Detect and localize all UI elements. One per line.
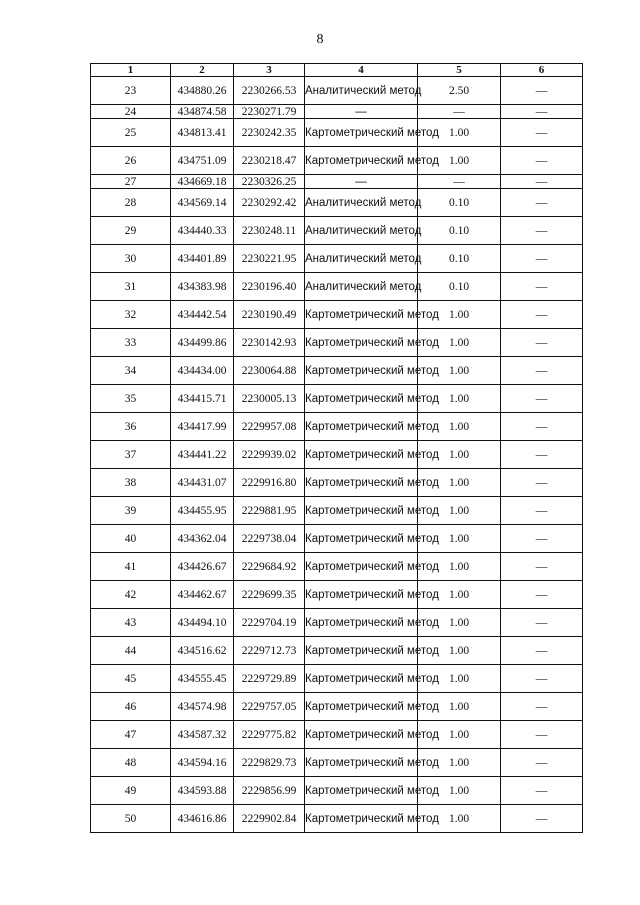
x-coordinate-cell: 434415.71 [171, 385, 234, 413]
table-row [91, 301, 583, 329]
note-cell: — [501, 413, 583, 441]
method-cell: Картометрический метод [305, 301, 418, 329]
precision-cell: 1.00 [418, 721, 501, 749]
point-number-cell: 24 [91, 105, 171, 119]
note-cell: — [501, 805, 583, 833]
table-row [91, 469, 583, 497]
x-coordinate-cell: 434574.98 [171, 693, 234, 721]
point-number-cell: 48 [91, 749, 171, 777]
note-cell: — [501, 609, 583, 637]
method-cell: — [305, 105, 418, 119]
x-coordinate-cell: 434434.00 [171, 357, 234, 385]
x-coordinate-cell: 434494.10 [171, 609, 234, 637]
method-cell: Картометрический метод [305, 665, 418, 693]
precision-cell: 0.10 [418, 189, 501, 217]
y-coordinate-cell: 2229856.99 [234, 777, 305, 805]
table-row [91, 637, 583, 665]
note-cell: — [501, 665, 583, 693]
note-cell: — [501, 777, 583, 805]
precision-cell: 1.00 [418, 749, 501, 777]
note-cell: — [501, 581, 583, 609]
y-coordinate-cell: 2229957.08 [234, 413, 305, 441]
note-cell: — [501, 329, 583, 357]
precision-cell: — [418, 105, 501, 119]
note-cell: — [501, 217, 583, 245]
method-cell: Картометрический метод [305, 749, 418, 777]
note-cell: — [501, 637, 583, 665]
x-coordinate-cell: 434383.98 [171, 273, 234, 301]
y-coordinate-cell: 2229757.05 [234, 693, 305, 721]
x-coordinate-cell: 434669.18 [171, 175, 234, 189]
y-coordinate-cell: 2230242.35 [234, 119, 305, 147]
precision-cell: 1.00 [418, 609, 501, 637]
precision-cell: 1.00 [418, 413, 501, 441]
x-coordinate-cell: 434751.09 [171, 147, 234, 175]
y-coordinate-cell: 2230064.88 [234, 357, 305, 385]
table-row [91, 525, 583, 553]
y-coordinate-cell: 2229939.02 [234, 441, 305, 469]
note-cell: — [501, 721, 583, 749]
method-cell: Картометрический метод [305, 469, 418, 497]
precision-cell: 0.10 [418, 245, 501, 273]
method-cell: Картометрический метод [305, 777, 418, 805]
precision-cell: — [418, 175, 501, 189]
precision-cell: 1.00 [418, 553, 501, 581]
x-coordinate-cell: 434569.14 [171, 189, 234, 217]
point-number-cell: 49 [91, 777, 171, 805]
note-cell: — [501, 301, 583, 329]
y-coordinate-cell: 2230266.53 [234, 77, 305, 105]
precision-cell: 1.00 [418, 777, 501, 805]
table-row [91, 693, 583, 721]
y-coordinate-cell: 2230142.93 [234, 329, 305, 357]
y-coordinate-cell: 2229829.73 [234, 749, 305, 777]
method-cell: Картометрический метод [305, 721, 418, 749]
y-coordinate-cell: 2229881.95 [234, 497, 305, 525]
table-row [91, 749, 583, 777]
x-coordinate-cell: 434555.45 [171, 665, 234, 693]
table-row [91, 175, 583, 189]
point-number-cell: 44 [91, 637, 171, 665]
table-row [91, 441, 583, 469]
point-number-cell: 26 [91, 147, 171, 175]
column-header: 3 [234, 64, 305, 77]
note-cell: — [501, 357, 583, 385]
x-coordinate-cell: 434587.32 [171, 721, 234, 749]
table-row [91, 105, 583, 119]
point-number-cell: 39 [91, 497, 171, 525]
table-row [91, 147, 583, 175]
page-number: 8 [316, 32, 324, 47]
x-coordinate-cell: 434616.86 [171, 805, 234, 833]
table-row [91, 189, 583, 217]
y-coordinate-cell: 2230248.11 [234, 217, 305, 245]
note-cell: — [501, 175, 583, 189]
point-number-cell: 34 [91, 357, 171, 385]
note-cell: — [501, 77, 583, 105]
table-row [91, 357, 583, 385]
note-cell: — [501, 525, 583, 553]
method-cell: Картометрический метод [305, 497, 418, 525]
x-coordinate-cell: 434874.58 [171, 105, 234, 119]
table-row [91, 581, 583, 609]
x-coordinate-cell: 434426.67 [171, 553, 234, 581]
point-number-cell: 29 [91, 217, 171, 245]
table-row [91, 329, 583, 357]
precision-cell: 2.50 [418, 77, 501, 105]
y-coordinate-cell: 2230271.79 [234, 105, 305, 119]
table-row [91, 665, 583, 693]
precision-cell: 1.00 [418, 497, 501, 525]
x-coordinate-cell: 434813.41 [171, 119, 234, 147]
x-coordinate-cell: 434401.89 [171, 245, 234, 273]
point-number-cell: 50 [91, 805, 171, 833]
method-cell: Аналитический метод [305, 273, 418, 301]
table-header-row [91, 64, 583, 77]
table-row [91, 217, 583, 245]
point-number-cell: 30 [91, 245, 171, 273]
precision-cell: 1.00 [418, 525, 501, 553]
y-coordinate-cell: 2229775.82 [234, 721, 305, 749]
precision-cell: 1.00 [418, 385, 501, 413]
point-number-cell: 37 [91, 441, 171, 469]
column-header: 2 [171, 64, 234, 77]
y-coordinate-cell: 2229916.80 [234, 469, 305, 497]
table-row [91, 805, 583, 833]
point-number-cell: 40 [91, 525, 171, 553]
point-number-cell: 32 [91, 301, 171, 329]
precision-cell: 1.00 [418, 357, 501, 385]
method-cell: Аналитический метод [305, 217, 418, 245]
point-number-cell: 25 [91, 119, 171, 147]
point-number-cell: 23 [91, 77, 171, 105]
x-coordinate-cell: 434431.07 [171, 469, 234, 497]
method-cell: Картометрический метод [305, 637, 418, 665]
point-number-cell: 41 [91, 553, 171, 581]
table-row [91, 553, 583, 581]
precision-cell: 1.00 [418, 147, 501, 175]
y-coordinate-cell: 2230218.47 [234, 147, 305, 175]
y-coordinate-cell: 2229712.73 [234, 637, 305, 665]
method-cell: Картометрический метод [305, 147, 418, 175]
y-coordinate-cell: 2230190.49 [234, 301, 305, 329]
column-header: 6 [501, 64, 583, 77]
method-cell: — [305, 175, 418, 189]
precision-cell: 1.00 [418, 693, 501, 721]
table-row [91, 721, 583, 749]
y-coordinate-cell: 2229738.04 [234, 525, 305, 553]
method-cell: Картометрический метод [305, 119, 418, 147]
point-number-cell: 27 [91, 175, 171, 189]
point-number-cell: 35 [91, 385, 171, 413]
point-number-cell: 42 [91, 581, 171, 609]
point-number-cell: 45 [91, 665, 171, 693]
table-row [91, 413, 583, 441]
coordinates-table [90, 63, 583, 833]
x-coordinate-cell: 434442.54 [171, 301, 234, 329]
method-cell: Аналитический метод [305, 189, 418, 217]
point-number-cell: 43 [91, 609, 171, 637]
note-cell: — [501, 105, 583, 119]
note-cell: — [501, 147, 583, 175]
column-header: 4 [305, 64, 418, 77]
x-coordinate-cell: 434362.04 [171, 525, 234, 553]
column-header: 5 [418, 64, 501, 77]
x-coordinate-cell: 434516.62 [171, 637, 234, 665]
method-cell: Картометрический метод [305, 581, 418, 609]
note-cell: — [501, 749, 583, 777]
precision-cell: 1.00 [418, 329, 501, 357]
precision-cell: 1.00 [418, 665, 501, 693]
table-row [91, 77, 583, 105]
point-number-cell: 28 [91, 189, 171, 217]
precision-cell: 1.00 [418, 119, 501, 147]
point-number-cell: 47 [91, 721, 171, 749]
y-coordinate-cell: 2230196.40 [234, 273, 305, 301]
note-cell: — [501, 553, 583, 581]
method-cell: Картометрический метод [305, 413, 418, 441]
x-coordinate-cell: 434593.88 [171, 777, 234, 805]
x-coordinate-cell: 434880.26 [171, 77, 234, 105]
note-cell: — [501, 441, 583, 469]
y-coordinate-cell: 2230292.42 [234, 189, 305, 217]
method-cell: Картометрический метод [305, 441, 418, 469]
x-coordinate-cell: 434441.22 [171, 441, 234, 469]
y-coordinate-cell: 2230221.95 [234, 245, 305, 273]
precision-cell: 0.10 [418, 217, 501, 245]
y-coordinate-cell: 2230326.25 [234, 175, 305, 189]
y-coordinate-cell: 2230005.13 [234, 385, 305, 413]
x-coordinate-cell: 434417.99 [171, 413, 234, 441]
precision-cell: 1.00 [418, 301, 501, 329]
point-number-cell: 46 [91, 693, 171, 721]
table-row [91, 385, 583, 413]
table-row [91, 119, 583, 147]
method-cell: Картометрический метод [305, 385, 418, 413]
point-number-cell: 33 [91, 329, 171, 357]
method-cell: Картометрический метод [305, 329, 418, 357]
column-header: 1 [91, 64, 171, 77]
y-coordinate-cell: 2229684.92 [234, 553, 305, 581]
precision-cell: 1.00 [418, 441, 501, 469]
note-cell: — [501, 245, 583, 273]
method-cell: Аналитический метод [305, 245, 418, 273]
y-coordinate-cell: 2229704.19 [234, 609, 305, 637]
x-coordinate-cell: 434440.33 [171, 217, 234, 245]
x-coordinate-cell: 434462.67 [171, 581, 234, 609]
table-row [91, 497, 583, 525]
note-cell: — [501, 119, 583, 147]
point-number-cell: 31 [91, 273, 171, 301]
method-cell: Картометрический метод [305, 553, 418, 581]
point-number-cell: 38 [91, 469, 171, 497]
point-number-cell: 36 [91, 413, 171, 441]
method-cell: Аналитический метод [305, 77, 418, 105]
x-coordinate-cell: 434455.95 [171, 497, 234, 525]
note-cell: — [501, 469, 583, 497]
y-coordinate-cell: 2229902.84 [234, 805, 305, 833]
method-cell: Картометрический метод [305, 693, 418, 721]
y-coordinate-cell: 2229699.35 [234, 581, 305, 609]
note-cell: — [501, 385, 583, 413]
method-cell: Картометрический метод [305, 805, 418, 833]
table-row [91, 273, 583, 301]
precision-cell: 0.10 [418, 273, 501, 301]
note-cell: — [501, 693, 583, 721]
precision-cell: 1.00 [418, 637, 501, 665]
method-cell: Картометрический метод [305, 357, 418, 385]
table-row [91, 609, 583, 637]
method-cell: Картометрический метод [305, 525, 418, 553]
precision-cell: 1.00 [418, 581, 501, 609]
table-row [91, 245, 583, 273]
method-cell: Картометрический метод [305, 609, 418, 637]
note-cell: — [501, 497, 583, 525]
y-coordinate-cell: 2229729.89 [234, 665, 305, 693]
note-cell: — [501, 189, 583, 217]
table-row [91, 777, 583, 805]
x-coordinate-cell: 434594.16 [171, 749, 234, 777]
precision-cell: 1.00 [418, 805, 501, 833]
x-coordinate-cell: 434499.86 [171, 329, 234, 357]
note-cell: — [501, 273, 583, 301]
precision-cell: 1.00 [418, 469, 501, 497]
